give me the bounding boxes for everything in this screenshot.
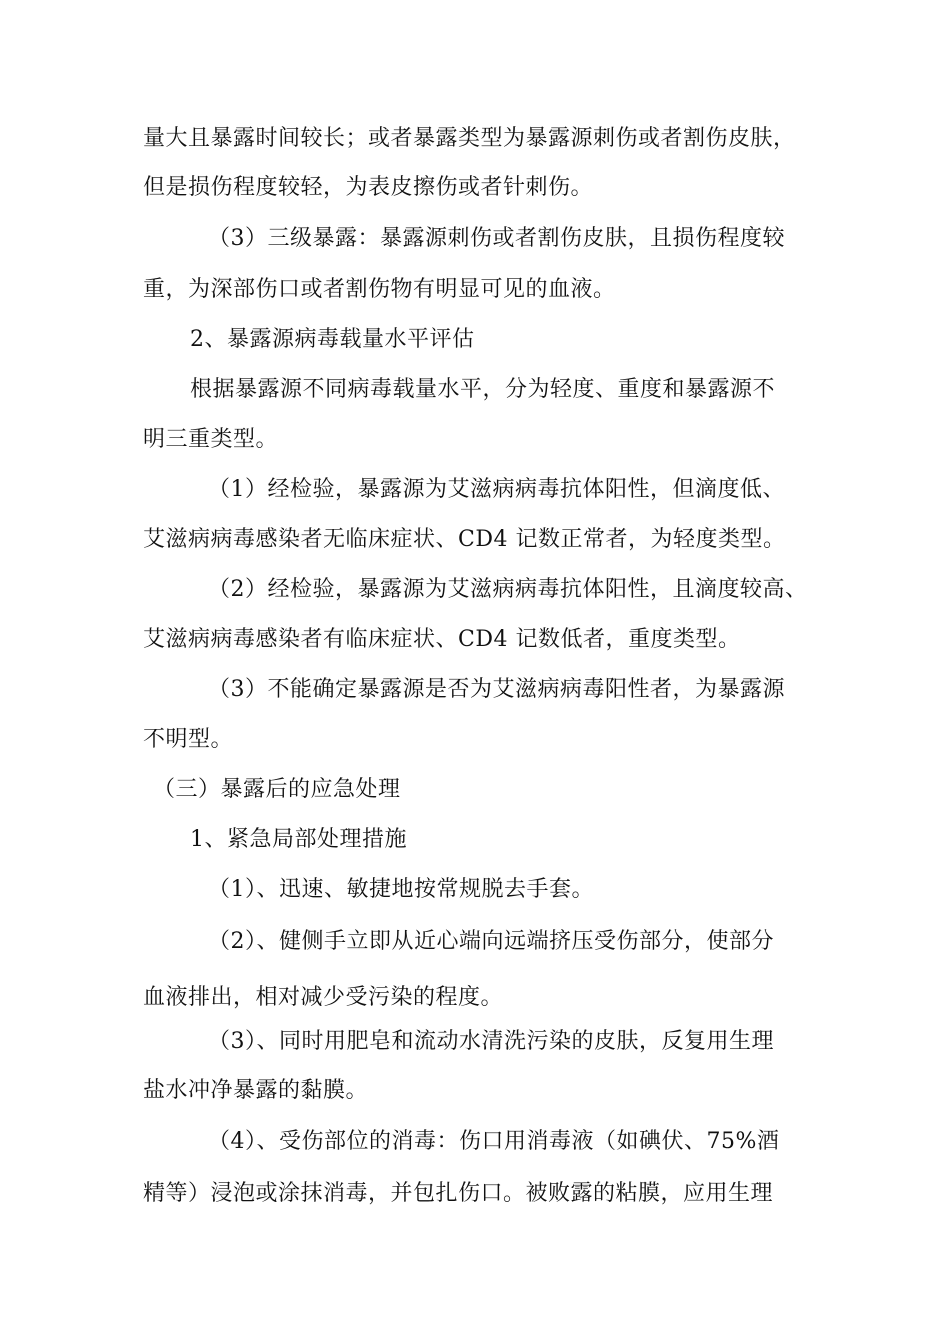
text-line: 不明型。 <box>143 727 234 752</box>
text-line: 血液排出，相对减少受污染的程度。 <box>143 985 504 1010</box>
text-line: 根据暴露源不同病毒载量水平，分为轻度、重度和暴露源不 <box>190 377 776 402</box>
text-line: 明三重类型。 <box>143 427 279 452</box>
text-line: 盐水冲净暴露的黏膜。 <box>143 1078 369 1103</box>
section-heading: （三）暴露后的应急处理 <box>153 777 401 802</box>
text-line: 但是损伤程度较轻，为表皮擦伤或者针刺伤。 <box>143 175 594 200</box>
text-line: （3）不能确定暴露源是否为艾滋病病毒阳性者，为暴露源 <box>208 677 785 702</box>
text-line: （2）经检验，暴露源为艾滋病病毒抗体阳性，且滴度较高、 <box>208 577 808 602</box>
section-heading: 1、紧急局部处理措施 <box>190 827 407 852</box>
text-line: （1）、迅速、敏捷地按常规脱去手套。 <box>208 877 594 902</box>
text-line: 重，为深部伤口或者割伤物有明显可见的血液。 <box>143 277 616 302</box>
text-line: 精等）浸泡或涂抹消毒，并包扎伤口。被败露的粘膜，应用生理 <box>143 1181 774 1206</box>
text-line: （4）、受伤部位的消毒：伤口用消毒液（如碘伏、75%酒 <box>208 1129 780 1154</box>
section-heading: 2、暴露源病毒载量水平评估 <box>190 327 475 352</box>
text-line: 艾滋病病毒感染者无临床症状、CD4 记数正常者，为轻度类型。 <box>143 527 786 552</box>
text-line: （1）经检验，暴露源为艾滋病病毒抗体阳性，但滴度低、 <box>208 477 785 502</box>
text-line: （2）、健侧手立即从近心端向远端挤压受伤部分，使部分 <box>208 929 774 954</box>
text-line: （3）三级暴露：暴露源刺伤或者割伤皮肤，且损伤程度较 <box>208 226 785 251</box>
text-line: （3）、同时用肥皂和流动水清洗污染的皮肤，反复用生理 <box>208 1029 774 1054</box>
text-line: 艾滋病病毒感染者有临床症状、CD4 记数低者，重度类型。 <box>143 627 741 652</box>
text-line: 量大且暴露时间较长；或者暴露类型为暴露源刺伤或者割伤皮肤， <box>143 126 796 151</box>
